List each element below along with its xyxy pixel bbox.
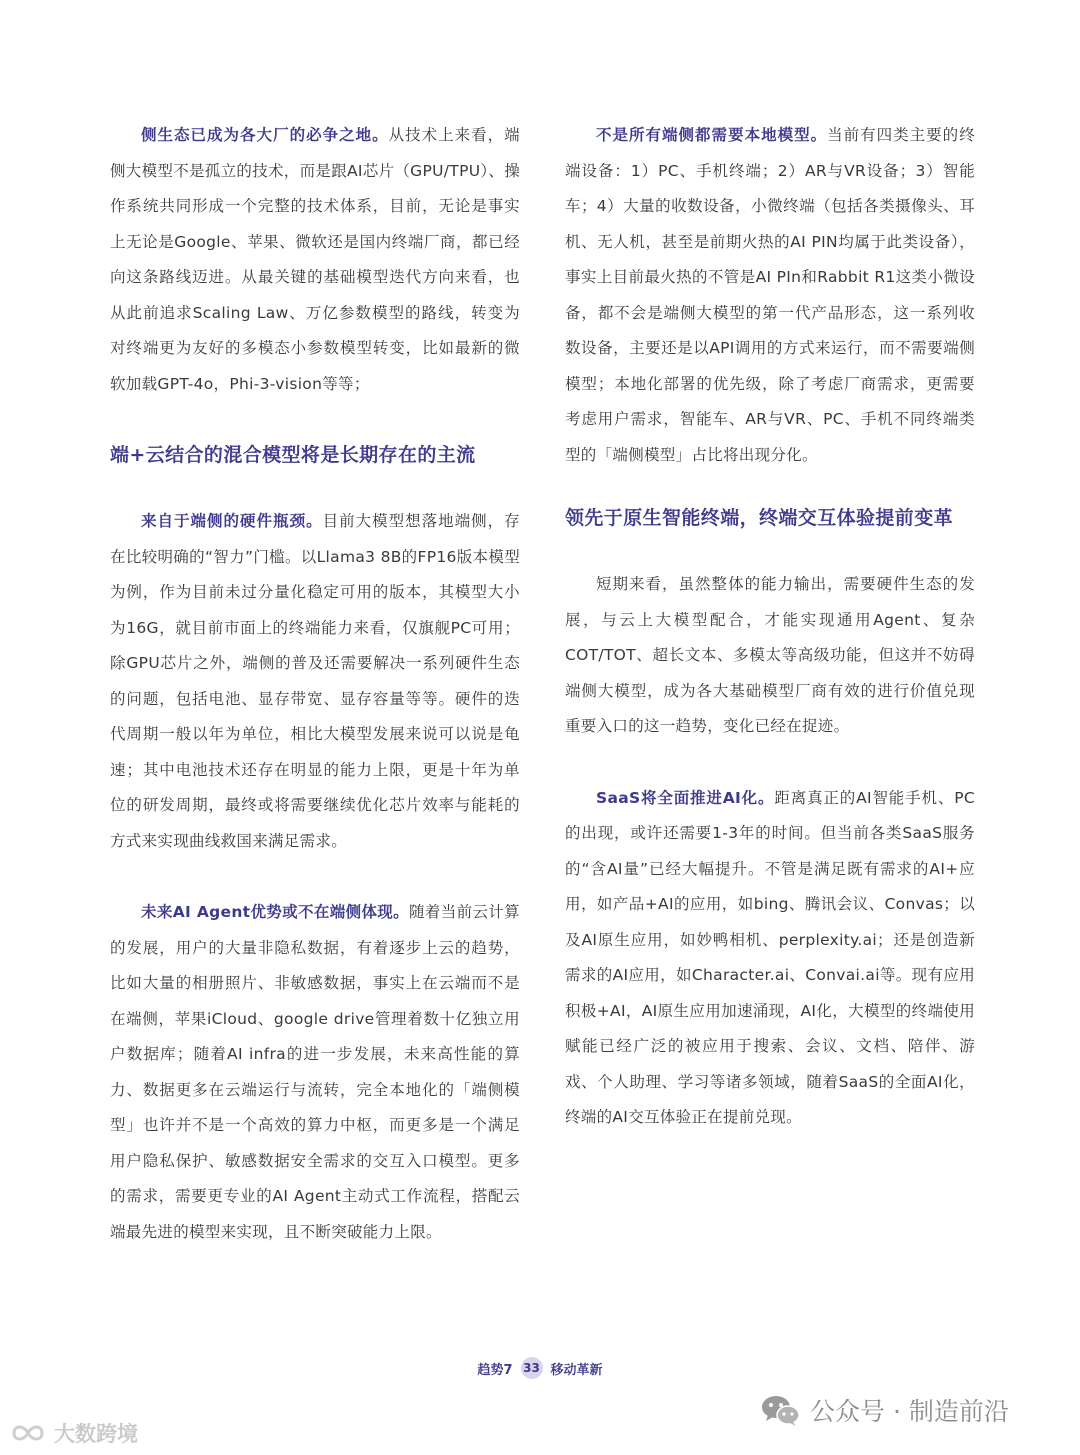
paragraph-short-term: 短期来看，虽然整体的能力输出，需要硬件生态的发展，与云上大模型配合，才能实现通用Agent、复杂COT/TOT、超长文本、多模太等高级功能，但这并不妨碍端侧大模型，成为各大基础模型厂商有效的进行价值兑现重要入口的这一趋势，变化已经在捉迹。: [565, 575, 975, 735]
footer-section-label: 趋势7: [477, 1362, 513, 1378]
paragraph-lead: 未来AI Agent优势或不在端侧体现。: [141, 903, 410, 921]
paragraph-edge-ecosystem: [110, 118, 520, 402]
footer-topic-label: 移动革新: [550, 1362, 603, 1378]
paragraph-body: 目前大模型想落地端侧，存在比较明确的“智力”门槛。以Llama3 8B的FP16版本模型为例，作为目前未过分量化稳定可用的版本，其模型大小为16G，就目前市面上的终端能力来看，仅旗舰PC可用；除GPU芯片之外，端侧的普及还需要解决一系列硬件生态的问题，包括电池、显存带宽、显存容量等等。硬件的迭代周期一般以年为单位，相比大模型发展来说可以说是龟速；其中电池技术还存在明显的能力上限，更是十年为单位的研发周期，最终或将需要继续优化芯片效率与能耗的方式来实现曲线救国来满足需求。: [110, 512, 520, 850]
paragraph-lead: SaaS将全面推进AI化。: [596, 788, 775, 807]
section-heading-hybrid-model: 端+云结合的混合模型将是长期存在的主流: [110, 444, 476, 466]
paragraph-body: 距离真正的AI智能手机、PC的出现，或许还需要1-3年的时间。但当前各类SaaS服务的“含AI量”已经大幅提升。不管是满足既有需求的AI+应用，如产品+AI的应用，如bing、腾讯会议、Convas；以及AI原生应用，如妙鸭相机、perplexity.ai；还是创造新需求的AI应用，如Character.ai、Convai.ai等。现有应用积极+AI，AI原生应用加速涌现，AI化，大模型的终端使用赋能已经广泛的被应用于搜索、会议、文档、陪伴、游戏、个人助理、学习等诸多领域，随着SaaS的全面AI化，终端的AI交互体验正在提前兑现。: [565, 788, 975, 1126]
paragraph-local-models: [565, 118, 975, 473]
corner-watermark-text: 大数跨境: [54, 1422, 138, 1446]
paragraph-body: 随着当前云计算的发展，用户的大量非隐私数据，有着逐步上云的趋势，比如大量的相册照片、非敏感数据，事实上在云端而不是在端侧，苹果iCloud、google drive管理着数十亿独立用户数据库；随着AI infra的进一步发展，未来高性能的算力、数据更多在云端运行与流转，完全本地化的「端侧模型」也许并不是一个高效的算力中枢，而更多是一个满足用户隐私保护、敏感数据安全需求的交互入口模型。更多的需求，需要更专业的AI Agent主动式工作流程，搭配云端最先进的模型来实现，且不断突破能力上限。: [110, 903, 520, 1241]
page-footer: [0, 1357, 1080, 1379]
paragraph-body: 当前有四类主要的终端设备：1）PC、手机终端；2）AR与VR设备；3）智能车；4）大量的收数设备，小微终端（包括各类摄像头、耳机、无人机，甚至是前期火热的AI PIN均属于此类设备），事实上目前最火热的不管是AI PIn和Rabbit R1这类小微设备，都不会是端侧大模型的第一代产品形态，这一系列收数设备，主要还是以API调用的方式来运行，而不需要端侧模型；本地化部署的优先级，除了考虑厂商需求，更需要考虑用户需求，智能车、AR与VR、PC、手机不同终端类型的「端侧模型」占比将出现分化。: [565, 126, 975, 464]
section-heading-native-terminal: 领先于原生智能终端，终端交互体验提前变革: [565, 507, 954, 529]
paragraph-ai-agent: [110, 895, 520, 1250]
left-column: [110, 118, 520, 1250]
paragraph-saas: [565, 781, 975, 1136]
paragraph-body: 从技术上来看，端侧大模型不是孤立的技术，而是跟AI芯片（GPU/TPU）、操作系统共同形成一个完整的技术体系，目前，无论是事实上无论是Google、苹果、微软还是国内终端厂商，都已经向这条路线迈进。从最关键的基础模型迭代方向来看，也从此前追求Scaling Law、万亿参数模型的路线，转变为对终端更为友好的多模态小参数模型转变，比如最新的微软加载GPT-4o，Phi-3-vision等等；: [110, 126, 521, 393]
paragraph-lead: 不是所有端侧都需要本地模型。: [596, 126, 828, 144]
right-column: [565, 118, 975, 1136]
paragraph-lead: 侧生态已成为各大厂的必争之地。: [141, 126, 389, 144]
wechat-icon: [760, 1393, 800, 1427]
wechat-account-name: 公众号 · 制造前沿: [810, 1397, 1009, 1426]
paragraph-lead: 来自于端侧的硬件瓶颈。: [141, 512, 323, 530]
paragraph-hardware-bottleneck: [110, 504, 520, 859]
page-number: 33: [521, 1357, 543, 1379]
infinity-logo-icon: [8, 1420, 48, 1446]
wechat-watermark: [760, 1392, 1009, 1428]
corner-watermark: [8, 1418, 138, 1448]
